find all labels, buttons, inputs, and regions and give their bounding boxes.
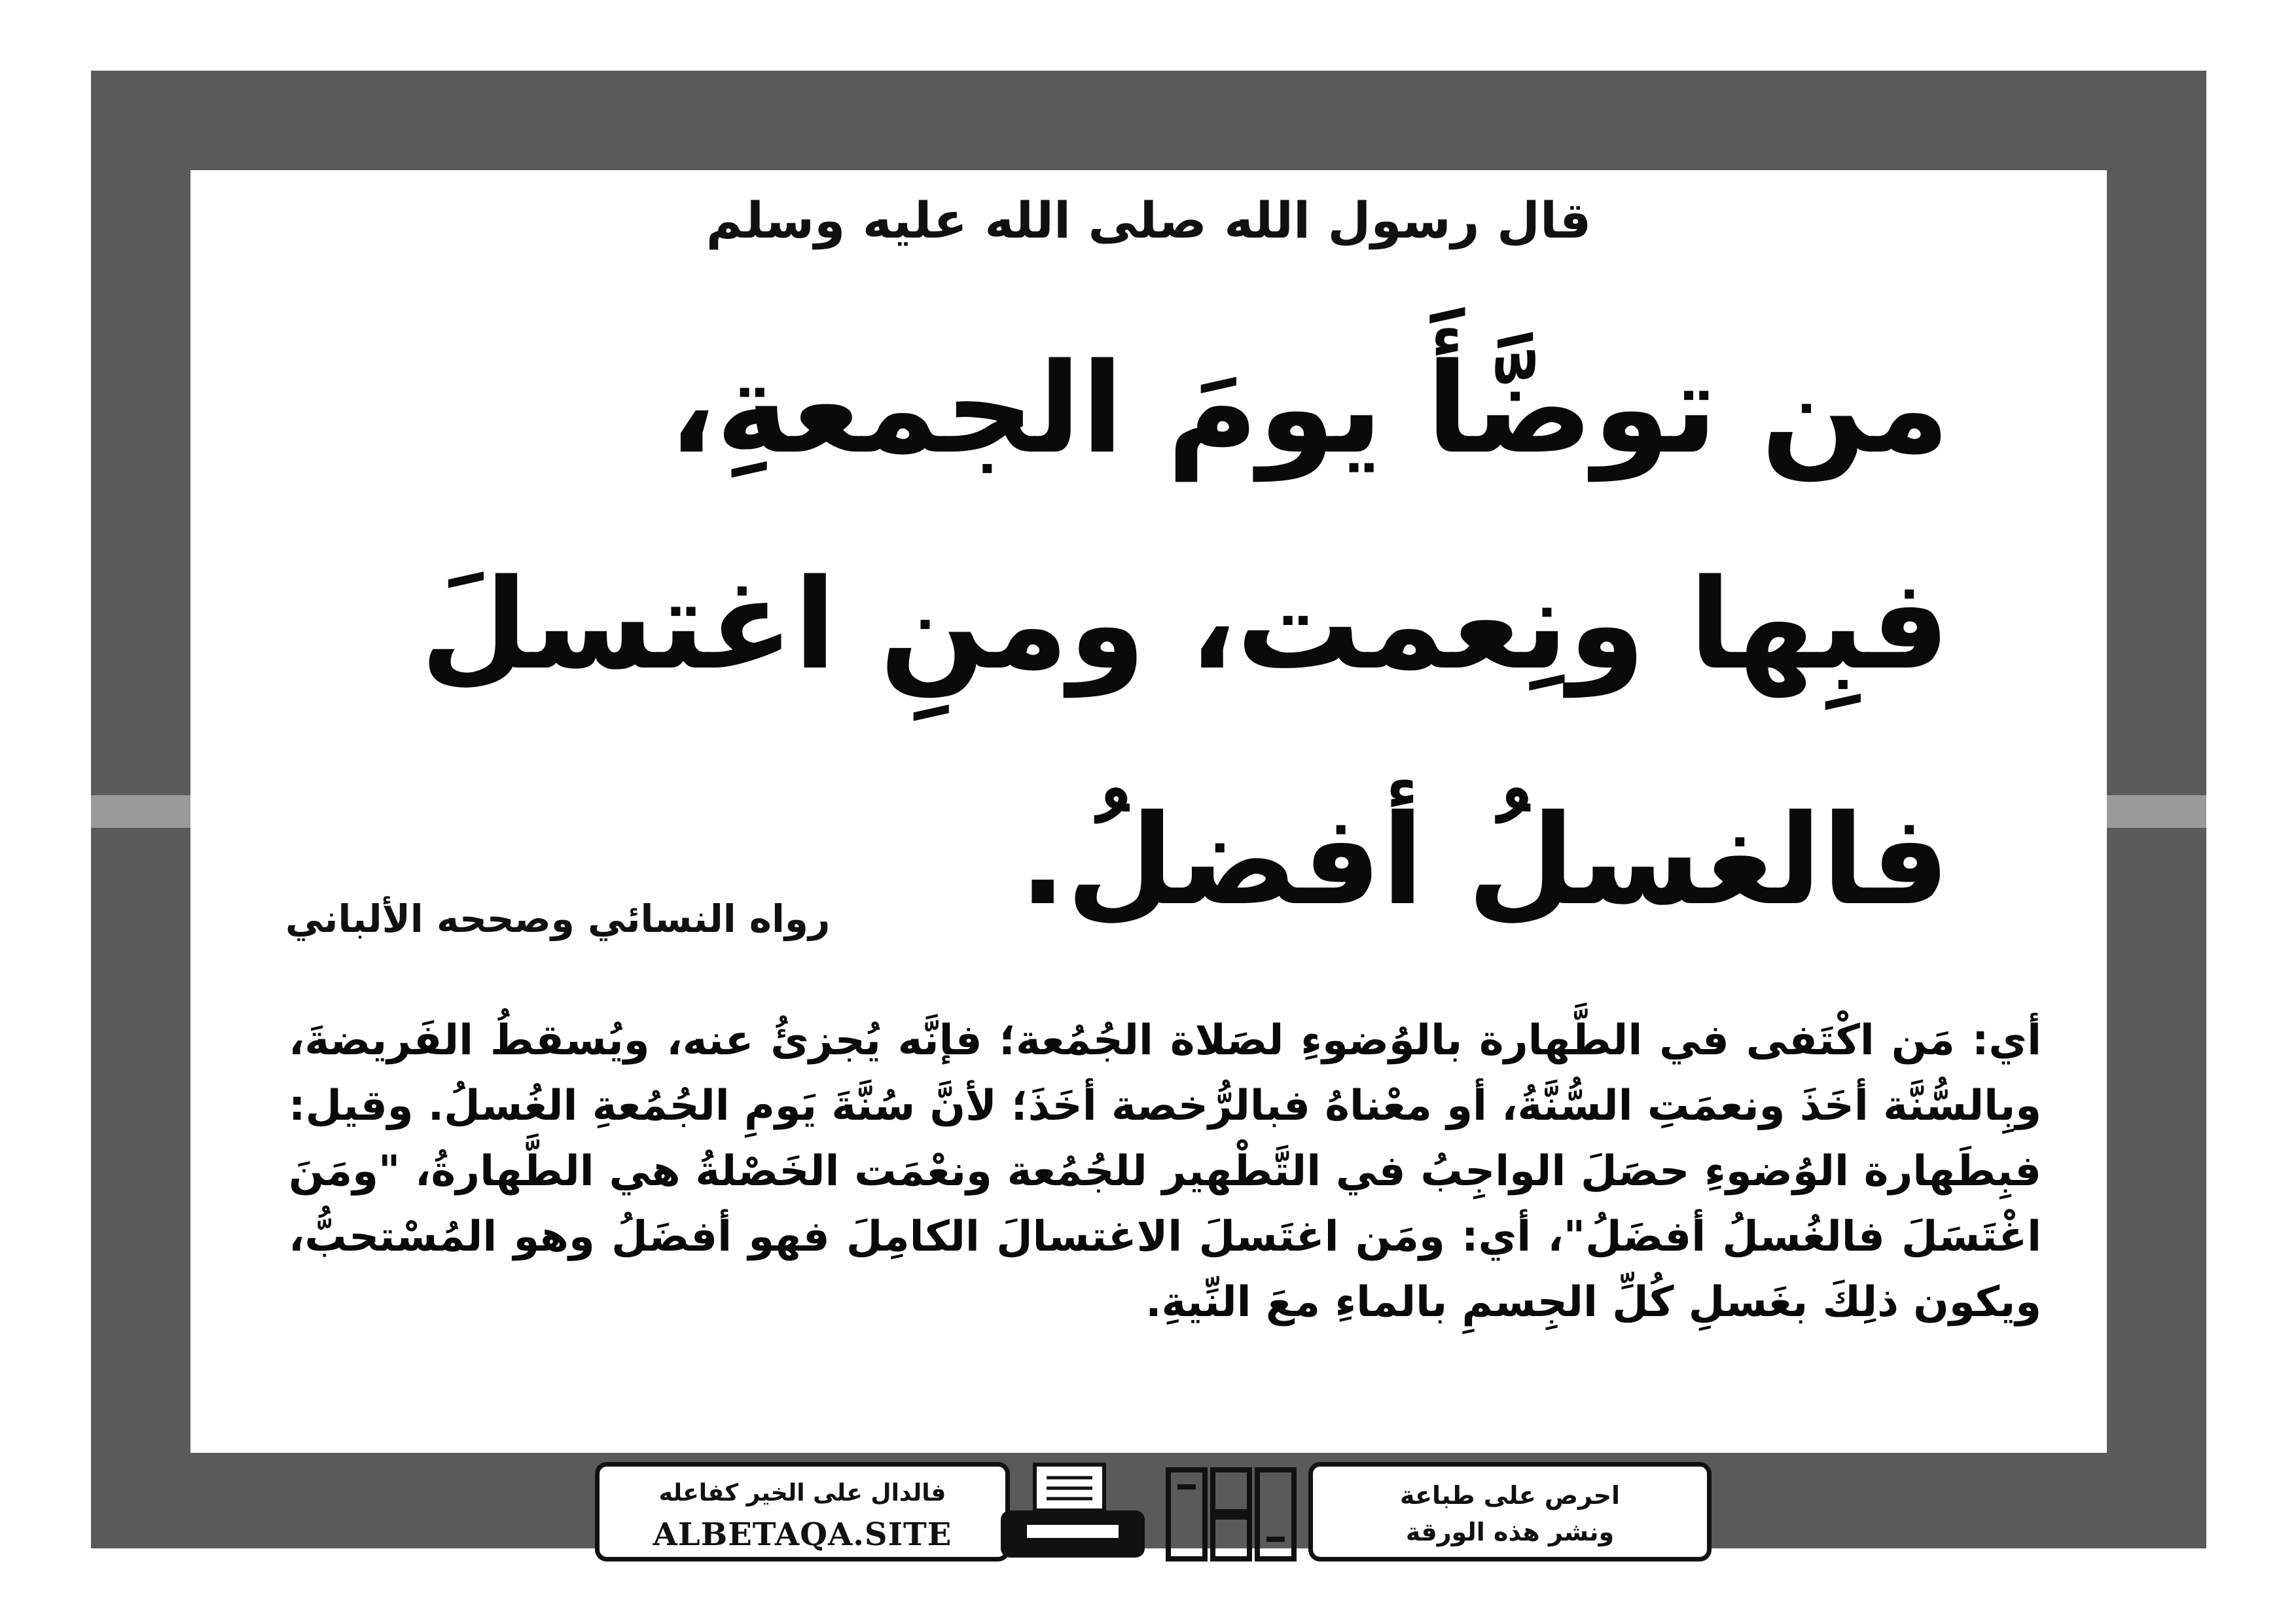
hadith-line-3: فالغسلُ أفضلُ. [1019, 788, 1950, 933]
hadith-line-1: من توضَّأَ يومَ الجمعةِ، [668, 336, 1950, 481]
encourage-line-1: احرص على طباعة [1399, 1481, 1621, 1510]
dawah-paper-logo-icon [1166, 1467, 1297, 1561]
printer-icon [994, 1462, 1151, 1561]
hadith-intro: قال رسول الله صلى الله عليه وسلم [706, 191, 1592, 249]
hadith-explanation: أي: مَن اكْتَفى في الطَّهارة بالوُضوءِ لصَلاة الجُمُعة؛ فإنَّه يُجزئُ عنه، ويُسقطُ الفَريضةَ، وبِالسُّنَّة أخَذَ ونعمَتِ السُّنَّةُ، أو معْناهُ فبالرُّخصة أخَذَ؛ لأنَّ سُنَّةَ يَومِ الجُمُعةِ الغُسلُ. وقيل: فبِطَهارة الوُضوءِ حصَلَ الواجِبُ في التَّطْهير للجُمُعة ونعْمَت الخَصْلةُ هي الطَّهارةُ، "ومَنَ اغْتَسَلَ فالغُسلُ أفضَلُ"، أي: ومَن اغتَسلَ الاغتسالَ الكامِلَ فهو أفضَلُ وهو المُسْتحبُّ، ويكون ذلِكَ بغَسلِ كُلِّ الجِسمِ بالماءِ معَ النِّيةِ. [289, 1016, 2041, 1327]
encourage-line-2: ونشر هذه الورقة [1405, 1518, 1615, 1546]
hadith-source: رواه النسائي وصححه الألباني [285, 897, 831, 941]
footer-bar [595, 1462, 1712, 1567]
hadith-line-2: فبِها ونِعمت، ومنِ اغتسلَ [420, 552, 1950, 697]
encourage-box [1308, 1462, 1712, 1561]
content-panel [190, 170, 2107, 1453]
site-box [595, 1462, 1010, 1561]
footer-motto: فالدال على الخير كفاعله [658, 1480, 946, 1507]
site-url: ALBETAQA.SITE [653, 1516, 952, 1553]
